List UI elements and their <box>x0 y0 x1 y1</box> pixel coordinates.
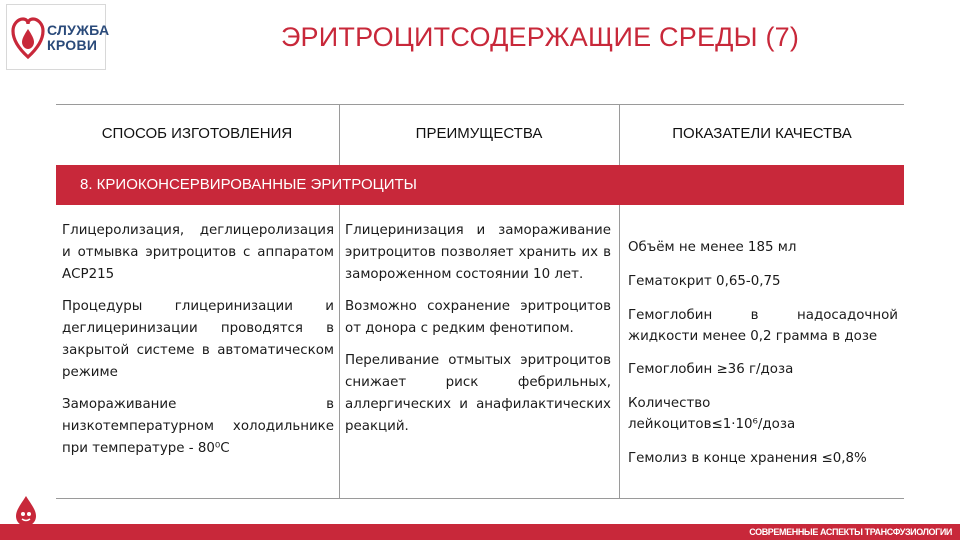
quality-item: Гемоглобин в надосадочной жидкости менее 0,2 грамма в дозе <box>628 308 898 344</box>
logo-text: СЛУЖБА КРОВИ <box>47 22 110 53</box>
method-cell <box>62 220 334 460</box>
advantage-text: Глицеринизация и замораживание эритроцитов позволяет хранить их в замороженном состоянии 10 лет. <box>345 223 611 282</box>
column-header-method: СПОСОБ ИЗГОТОВЛЕНИЯ <box>101 125 293 142</box>
header <box>0 0 960 76</box>
method-text: Замораживание в низкотемпературном холодильнике при температуре - 80⁰С <box>62 397 334 456</box>
quality-item: Гемолиз в конце хранения ≤0,8% <box>628 451 867 466</box>
column-divider <box>339 205 340 498</box>
column-divider <box>619 105 620 165</box>
quality-item: Объём не менее 185 мл <box>628 240 797 255</box>
column-divider <box>619 205 620 498</box>
heart-drop-icon <box>11 13 45 61</box>
blood-drop-icon <box>12 494 40 528</box>
method-text: Глицеролизация, деглицеролизация и отмывка эритроцитов с аппаратом АСР215 <box>62 223 334 282</box>
table-top-rule <box>56 104 904 105</box>
section-title: 8. КРИОКОНСЕРВИРОВАННЫЕ ЭРИТРОЦИТЫ <box>80 176 417 193</box>
footer-text: СОВРЕМЕННЫЕ АСПЕКТЫ ТРАНСФУЗИОЛОГИИ <box>749 527 952 537</box>
quality-item: Количество лейкоцитов≤1·10⁶/доза <box>628 396 796 432</box>
quality-item: Гемоглобин ≥36 г/доза <box>628 362 794 377</box>
page-title: ЭРИТРОЦИТСОДЕРЖАЩИЕ СРЕДЫ (7) <box>280 22 800 52</box>
advantage-text: Возможно сохранение эритроцитов от донора с редким фенотипом. <box>345 299 611 336</box>
advantages-cell <box>345 220 611 438</box>
method-text: Процедуры глицеринизации и деглицеринизации проводятся в закрытой системе в автоматическом режиме <box>62 299 334 380</box>
quality-item: Гематокрит 0,65-0,75 <box>628 274 781 289</box>
column-divider <box>339 105 340 165</box>
column-header-quality: ПОКАЗАТЕЛИ КАЧЕСТВА <box>672 125 852 142</box>
column-header-advantages: ПРЕИМУЩЕСТВА <box>415 125 543 142</box>
table-bottom-rule <box>56 498 904 499</box>
logo <box>6 4 110 70</box>
advantage-text: Переливание отмытых эритроцитов снижает риск фебрильных, аллергических и анафилактических реакций. <box>345 353 611 434</box>
